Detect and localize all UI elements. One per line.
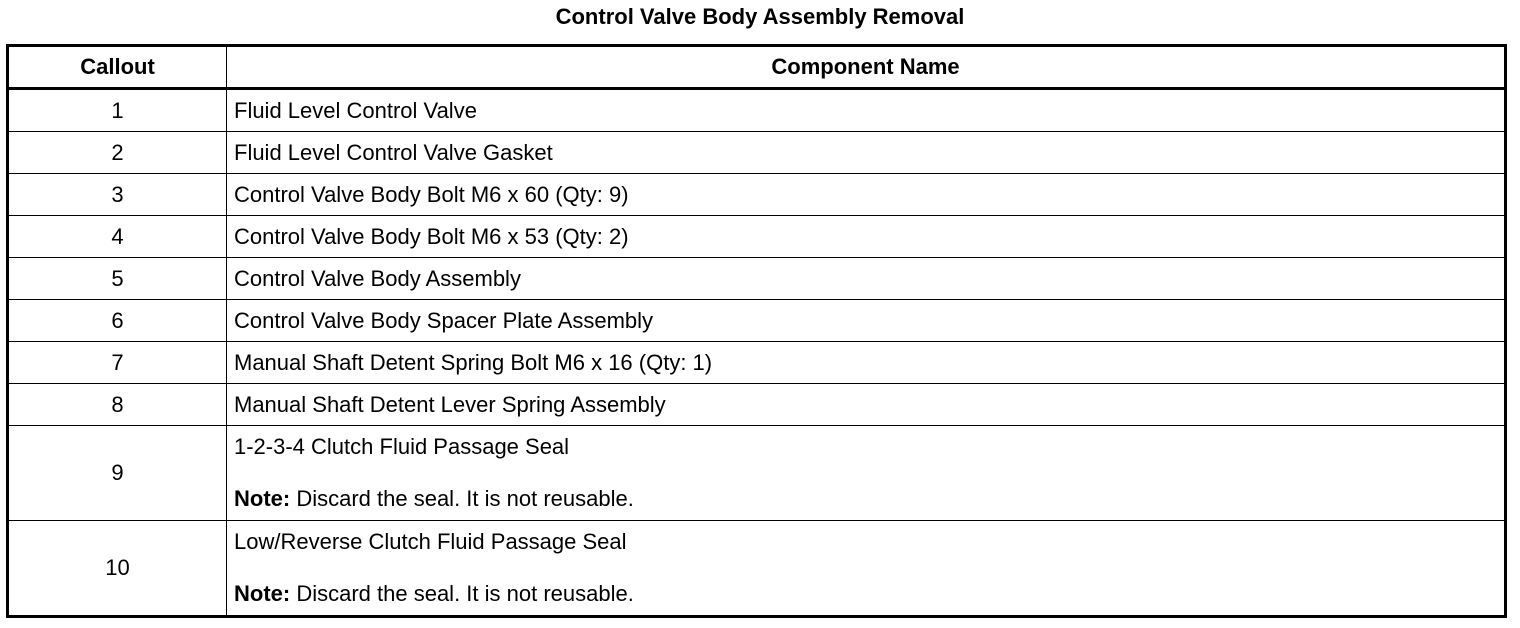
table-row xyxy=(8,384,1506,426)
table-row xyxy=(8,174,1506,216)
table-row xyxy=(8,132,1506,174)
callout-number: 5 xyxy=(8,258,227,300)
column-header-callout: Callout xyxy=(8,46,227,89)
table-row xyxy=(8,216,1506,258)
callout-number: 2 xyxy=(8,132,227,174)
callout-number: 8 xyxy=(8,384,227,426)
table-row xyxy=(8,342,1506,384)
component-note xyxy=(234,486,1497,512)
page-title: Control Valve Body Assembly Removal xyxy=(555,4,965,29)
callout-number: 4 xyxy=(8,216,227,258)
callout-table xyxy=(6,44,1507,618)
note-label: Note: xyxy=(234,581,291,606)
component-note xyxy=(234,581,1497,607)
table-row xyxy=(8,300,1506,342)
component-name: Fluid Level Control Valve xyxy=(227,89,1506,132)
callout-number: 9 xyxy=(8,426,227,521)
table-header-row xyxy=(8,46,1506,89)
table-row xyxy=(8,426,1506,521)
table-row xyxy=(8,89,1506,132)
table-row xyxy=(8,521,1506,617)
note-label: Note: xyxy=(234,486,291,511)
callout-number: 10 xyxy=(8,521,227,617)
component-name: Control Valve Body Spacer Plate Assembly xyxy=(227,300,1506,342)
component-name: Manual Shaft Detent Lever Spring Assembly xyxy=(227,384,1506,426)
component-name-cell xyxy=(227,521,1506,617)
component-name: Manual Shaft Detent Spring Bolt M6 x 16 (Qty: 1) xyxy=(227,342,1506,384)
component-name: Control Valve Body Bolt M6 x 60 (Qty: 9) xyxy=(227,174,1506,216)
callout-number: 7 xyxy=(8,342,227,384)
component-name: 1-2-3-4 Clutch Fluid Passage Seal xyxy=(234,434,570,459)
note-text: Discard the seal. It is not reusable. xyxy=(290,486,634,511)
component-name-cell xyxy=(227,426,1506,521)
component-name: Fluid Level Control Valve Gasket xyxy=(227,132,1506,174)
component-name: Control Valve Body Assembly xyxy=(227,258,1506,300)
component-name: Control Valve Body Bolt M6 x 53 (Qty: 2) xyxy=(227,216,1506,258)
callout-number: 6 xyxy=(8,300,227,342)
note-text: Discard the seal. It is not reusable. xyxy=(290,581,634,606)
callout-number: 1 xyxy=(8,89,227,132)
table-row xyxy=(8,258,1506,300)
callout-number: 3 xyxy=(8,174,227,216)
component-name: Low/Reverse Clutch Fluid Passage Seal xyxy=(234,529,627,554)
column-header-component-name: Component Name xyxy=(227,46,1506,89)
